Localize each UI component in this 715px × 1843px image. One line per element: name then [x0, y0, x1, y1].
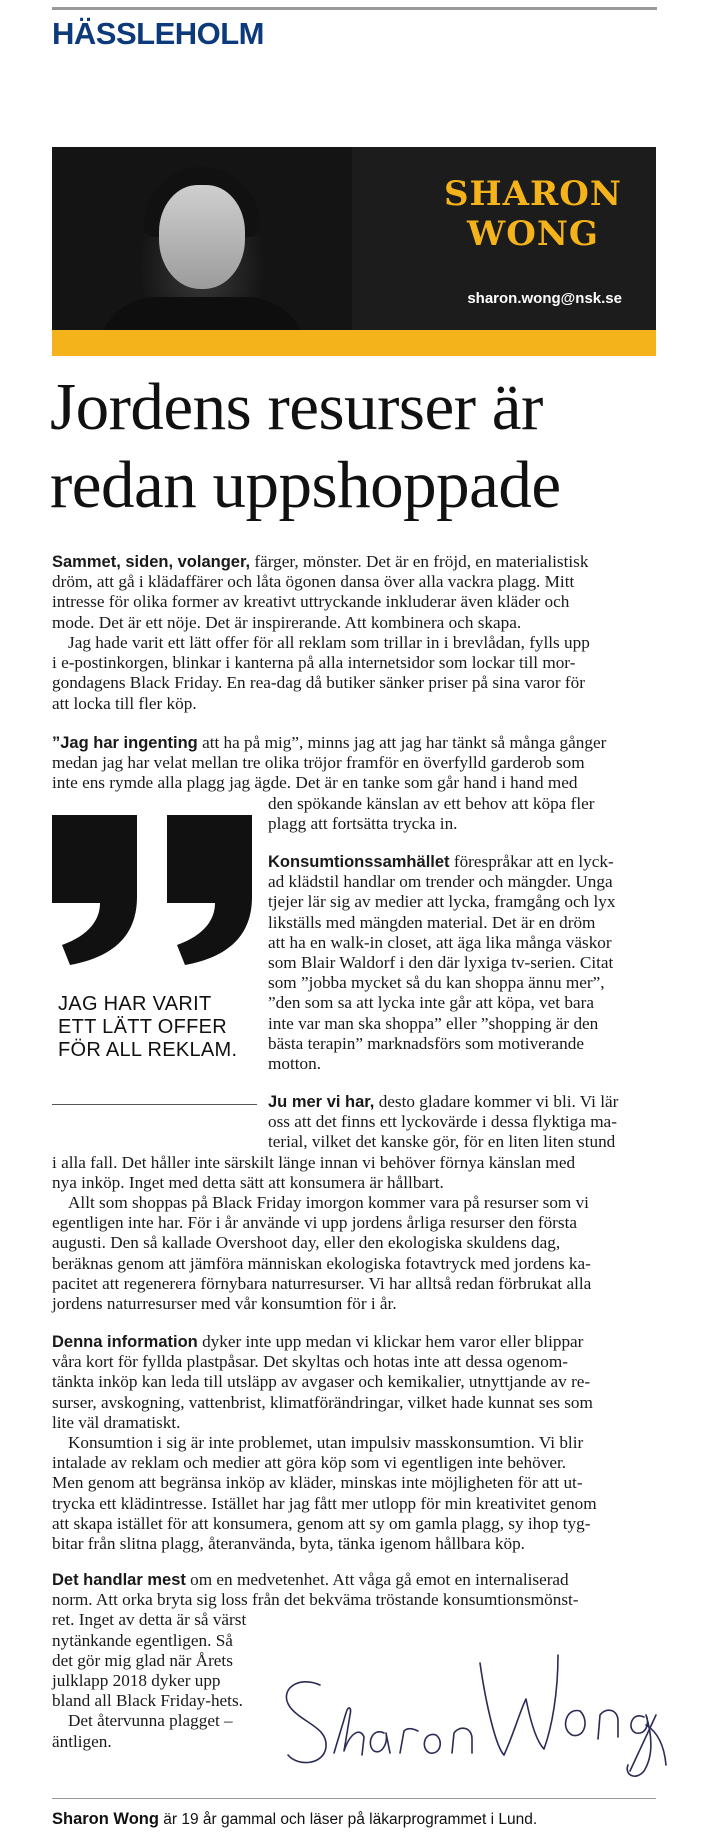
pull-quote-text: JAG HAR VARIT ETT LÄTT OFFER FÖR ALL REKLAM. — [58, 993, 238, 1061]
author-name: SHARON WONG — [443, 174, 622, 254]
author-photo — [52, 147, 352, 330]
quote-mark-icon — [52, 815, 262, 965]
author-bio: Sharon Wong är 19 år gammal och läser på läkarprogrammet i Lund. — [52, 1810, 538, 1828]
paragraph: Det handlar mest om en medvetenhet. Att våga gå emot en internaliserad norm. Att orka bryta sig loss från det bekväma tröstande konsumtionsmönst- ret. Inget av detta är så värst nytänkande egentligen. Så det gör mig glad när Årets julklapp 2018 dyker upp bland all Black Friday-hets. Det återvunna plagget – äntligen. — [52, 1570, 579, 1751]
accent-bar — [52, 330, 656, 356]
paragraph: Denna information dyker inte upp medan vi klickar hem varor eller blippar våra kort för fyllda plastpåsar. Det skyltas och hotas inte att dessa ogenom- tänkta inköp kan leda till utsläpp av avgaser och kemikalier, utnyttjande av re- surser, avskogning, vattenbrist, klimatförändringar, vilket hade kunnat ses som lite väl dramatiskt. — [52, 1332, 593, 1432]
top-rule — [52, 7, 657, 10]
paragraph: Allt som shoppas på Black Friday imorgon kommer vara på resurser som vi egentligen inte har. För i år använde vi upp jordens årliga resurser den första augusti. Den så kallade Overshoot day, eller den ekologiska skuldens dag, beräknas genom att jämföra människan ekologiska fotavtryck med jordens ka- pacitet att regenerera förnybara naturresurser. Vi har alltså redan förbrukat alla jordens naturresurser med vår konsumtion för i år. — [52, 1193, 592, 1314]
paragraph: Jag hade varit ett lätt offer för all reklam som trillar in i brevlådan, fylls upp i e-postinkorgen, blinkar i kanterna på alla internetsidor som lockar till mor- gondagens Black Friday. En rea-dag då butiker sänker priser på sina varor för att locka till fler köp. — [52, 633, 590, 713]
paragraph: Konsumtionssamhället förespråkar att en lyck- ad klädstil handlar om trender och mängder. Unga tjejer lär sig av medier att lycka, framgång och lyx likställs med mängden material. Det är en dröm att ha en walk-in closet, att äga lika många väskor som Blair Waldorf i den där lyxiga tv-serien. Citat som ”jobba mycket så du kan shoppa ännu mer”, ”den som sa att lycka inte går att köpa, vet bara inte var man ska shoppa” eller ”shopping är den bästa terapin” marknadsförs som motiverande motton. — [268, 852, 616, 1074]
section-title: HÄSSLEHOLM — [52, 16, 264, 51]
headline: Jordens resurser är redan uppshoppade — [50, 370, 561, 522]
pull-quote — [52, 815, 262, 1105]
divider — [52, 1104, 257, 1105]
paragraph: Sammet, siden, volanger, färger, mönster. Det är en fröjd, en materialistisk dröm, att gå i klädaffärer och låta ögonen dansa över alla vackra plagg. Mitt intresse för olika former av kreativt uttryckande inkluderar även kläder och mode. Det är ett nöje. Det är inspirerande. Att kombinera och skapa. — [52, 552, 589, 632]
signature-icon — [268, 1615, 668, 1785]
byline-box — [52, 147, 656, 330]
author-email[interactable]: sharon.wong@nsk.se — [467, 290, 622, 307]
paragraph: Konsumtion i sig är inte problemet, utan impulsiv masskonsumtion. Vi blir intalade av reklam och medier att göra köp som vi egentligen inte behöver. Men genom att begränsa inköp av kläder, minskas inte möjligheten för att ut- trycka ett klädintresse. Istället har jag fått mer utlopp för min kreativitet genom att skapa istället för att konsumera, genom att sy om gamla plagg, sy ihop tyg- bitar från slitna plagg, återanvända, byta, tänka igenom hållbara köp. — [52, 1433, 597, 1554]
divider — [52, 1798, 656, 1799]
paragraph: Ju mer vi har, desto gladare kommer vi bli. Vi lär oss att det finns ett lyckovärde i dessa flyktiga ma- terial, vilket det kanske gör, för en liten liten stund i alla fall. Det håller inte särskilt länge innan vi behöver förnya känslan med nya inköp. Inget med detta sätt att konsumera är hållbart. — [52, 1092, 619, 1192]
paragraph: ”Jag har ingenting att ha på mig”, minns jag att jag har tänkt så många gånger medan jag har velat mellan tre olika tröjor framför en överfylld garderob som inte ens rymde alla plagg jag ägde. Det är en tanke som går hand i hand med den spökande känslan av ett behov att köpa fler plagg att fortsätta trycka in. — [52, 733, 607, 833]
